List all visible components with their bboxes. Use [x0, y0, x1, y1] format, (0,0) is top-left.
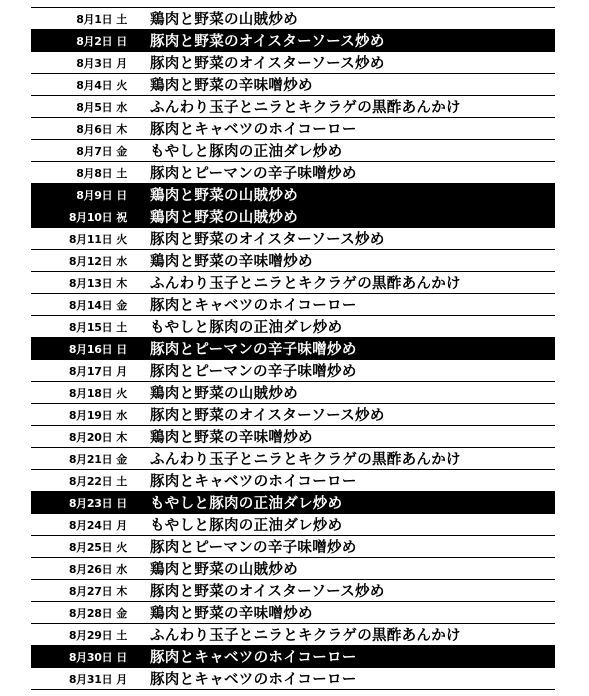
date-cell [31, 671, 127, 687]
date-cell [31, 143, 127, 159]
date-cell [31, 297, 127, 313]
weekday-label: 土 [116, 628, 127, 642]
weekday-label: 木 [116, 122, 127, 136]
weekday-label: 木 [116, 276, 127, 290]
dish-name: もやしと豚肉の正油ダレ炒め [150, 320, 343, 336]
dish-name: 鶏肉と野菜の辛味噌炒め [150, 430, 313, 446]
weekday-label: 日 [116, 34, 127, 48]
dish-name: 鶏肉と野菜の山賊炒め [150, 386, 298, 402]
date-label: 8月14日 [68, 298, 113, 312]
date-label: 8月7日 [76, 144, 113, 158]
date-cell [31, 319, 127, 335]
menu-row [31, 228, 555, 250]
menu-table [31, 7, 555, 690]
date-cell [31, 495, 127, 511]
date-cell [31, 341, 127, 357]
date-cell [31, 77, 127, 93]
menu-row-holiday [31, 30, 555, 52]
weekday-label: 日 [116, 342, 127, 356]
weekday-label: 火 [116, 386, 127, 400]
weekday-label: 水 [116, 254, 127, 268]
weekday-label: 土 [116, 12, 127, 26]
date-label: 8月24日 [68, 518, 113, 532]
menu-row [31, 96, 555, 118]
date-label: 8月18日 [68, 386, 113, 400]
weekday-label: 水 [116, 100, 127, 114]
date-label: 8月19日 [68, 408, 113, 422]
weekday-label: 木 [116, 430, 127, 444]
menu-row [31, 272, 555, 294]
date-cell [31, 539, 127, 555]
date-cell [31, 121, 127, 137]
date-cell [31, 385, 127, 401]
dish-name: もやしと豚肉の正油ダレ炒め [150, 144, 343, 160]
menu-row [31, 140, 555, 162]
dish-name: ふんわり玉子とニラとキクラゲの黒酢あんかけ [150, 452, 461, 468]
dish-name: 豚肉とキャベツのホイコーロー [150, 672, 357, 688]
dish-name: もやしと豚肉の正油ダレ炒め [150, 496, 343, 512]
weekday-label: 金 [116, 298, 127, 312]
date-cell [31, 253, 127, 269]
dish-name: 鶏肉と野菜の山賊炒め [150, 188, 298, 204]
weekday-label: 土 [116, 474, 127, 488]
weekday-label: 月 [116, 56, 127, 70]
date-cell [31, 649, 127, 665]
date-cell [31, 187, 127, 203]
menu-row [31, 668, 555, 690]
date-label: 8月11日 [68, 232, 113, 246]
menu-row [31, 426, 555, 448]
date-label: 8月21日 [68, 452, 113, 466]
dish-name: 鶏肉と野菜の山賊炒め [150, 210, 298, 226]
dish-name: 豚肉とキャベツのホイコーロー [150, 122, 357, 138]
date-label: 8月30日 [68, 650, 113, 664]
menu-row [31, 360, 555, 382]
date-label: 8月13日 [68, 276, 113, 290]
menu-row [31, 8, 555, 30]
date-label: 8月28日 [68, 606, 113, 620]
date-cell [31, 451, 127, 467]
date-label: 8月25日 [68, 540, 113, 554]
date-cell [31, 55, 127, 71]
date-cell [31, 99, 127, 115]
dish-name: 鶏肉と野菜の辛味噌炒め [150, 78, 313, 94]
dish-name: もやしと豚肉の正油ダレ炒め [150, 518, 343, 534]
weekday-label: 日 [116, 496, 127, 510]
dish-name: 豚肉とピーマンの辛子味噌炒め [150, 364, 357, 380]
date-label: 8月31日 [68, 672, 113, 686]
weekday-label: 水 [116, 408, 127, 422]
date-cell [31, 605, 127, 621]
dish-name: 豚肉とピーマンの辛子味噌炒め [150, 540, 357, 556]
date-label: 8月3日 [76, 56, 113, 70]
date-label: 8月12日 [68, 254, 113, 268]
dish-name: 豚肉と野菜のオイスターソース炒め [150, 584, 385, 600]
menu-rows [31, 8, 555, 690]
date-label: 8月9日 [76, 188, 113, 202]
weekday-label: 日 [116, 650, 127, 664]
weekday-label: 土 [116, 320, 127, 334]
weekday-label: 火 [116, 78, 127, 92]
date-cell [31, 275, 127, 291]
menu-row [31, 448, 555, 470]
menu-row [31, 470, 555, 492]
menu-row-holiday [31, 492, 555, 514]
dish-name: ふんわり玉子とニラとキクラゲの黒酢あんかけ [150, 276, 461, 292]
dish-name: ふんわり玉子とニラとキクラゲの黒酢あんかけ [150, 100, 461, 116]
menu-row [31, 580, 555, 602]
date-cell [31, 473, 127, 489]
menu-row [31, 624, 555, 646]
weekday-label: 水 [116, 562, 127, 576]
menu-row [31, 404, 555, 426]
date-label: 8月15日 [68, 320, 113, 334]
menu-row [31, 74, 555, 96]
date-label: 8月22日 [68, 474, 113, 488]
date-label: 8月5日 [76, 100, 113, 114]
date-label: 8月10日 [68, 210, 113, 224]
dish-name: 鶏肉と野菜の辛味噌炒め [150, 606, 313, 622]
date-label: 8月4日 [76, 78, 113, 92]
weekday-label: 火 [116, 232, 127, 246]
dish-name: 豚肉とキャベツのホイコーロー [150, 650, 357, 666]
date-cell [31, 627, 127, 643]
date-cell [31, 209, 127, 225]
menu-row [31, 558, 555, 580]
date-label: 8月8日 [76, 166, 113, 180]
weekday-label: 火 [116, 540, 127, 554]
date-label: 8月6日 [76, 122, 113, 136]
dish-name: 豚肉とピーマンの辛子味噌炒め [150, 342, 357, 358]
date-cell [31, 407, 127, 423]
dish-name: 豚肉と野菜のオイスターソース炒め [150, 232, 385, 248]
menu-row [31, 514, 555, 536]
menu-row [31, 250, 555, 272]
menu-row-holiday [31, 338, 555, 360]
menu-row-holiday [31, 646, 555, 668]
date-label: 8月17日 [68, 364, 113, 378]
dish-name: 豚肉と野菜のオイスターソース炒め [150, 34, 385, 50]
date-cell [31, 429, 127, 445]
date-cell [31, 33, 127, 49]
date-label: 8月26日 [68, 562, 113, 576]
date-cell [31, 517, 127, 533]
date-label: 8月29日 [68, 628, 113, 642]
weekday-label: 金 [116, 144, 127, 158]
date-cell [31, 561, 127, 577]
weekday-label: 月 [116, 518, 127, 532]
date-cell [31, 583, 127, 599]
date-label: 8月20日 [68, 430, 113, 444]
dish-name: 鶏肉と野菜の山賊炒め [150, 12, 298, 28]
date-cell [31, 11, 127, 27]
dish-name: 鶏肉と野菜の山賊炒め [150, 562, 298, 578]
dish-name: 豚肉とピーマンの辛子味噌炒め [150, 166, 357, 182]
weekday-label: 木 [116, 584, 127, 598]
menu-row [31, 52, 555, 74]
dish-name: 豚肉とキャベツのホイコーロー [150, 298, 357, 314]
date-label: 8月27日 [68, 584, 113, 598]
date-label: 8月16日 [68, 342, 113, 356]
weekday-label: 金 [116, 452, 127, 466]
dish-name: 豚肉と野菜のオイスターソース炒め [150, 408, 385, 424]
weekday-label: 祝 [116, 210, 127, 224]
menu-row [31, 162, 555, 184]
weekday-label: 土 [116, 166, 127, 180]
weekday-label: 日 [116, 188, 127, 202]
menu-row [31, 536, 555, 558]
dish-name: 豚肉とキャベツのホイコーロー [150, 474, 357, 490]
date-label: 8月23日 [68, 496, 113, 510]
menu-row [31, 382, 555, 404]
dish-name: ふんわり玉子とニラとキクラゲの黒酢あんかけ [150, 628, 461, 644]
date-label: 8月1日 [76, 12, 113, 26]
date-cell [31, 165, 127, 181]
weekday-label: 月 [116, 364, 127, 378]
weekday-label: 月 [116, 672, 127, 686]
menu-row [31, 294, 555, 316]
date-cell [31, 363, 127, 379]
menu-row-holiday [31, 206, 555, 228]
menu-row [31, 316, 555, 338]
date-label: 8月2日 [76, 34, 113, 48]
dish-name: 豚肉と野菜のオイスターソース炒め [150, 56, 385, 72]
dish-name: 鶏肉と野菜の辛味噌炒め [150, 254, 313, 270]
weekday-label: 金 [116, 606, 127, 620]
menu-row-holiday [31, 184, 555, 206]
menu-row [31, 118, 555, 140]
menu-row [31, 602, 555, 624]
date-cell [31, 231, 127, 247]
